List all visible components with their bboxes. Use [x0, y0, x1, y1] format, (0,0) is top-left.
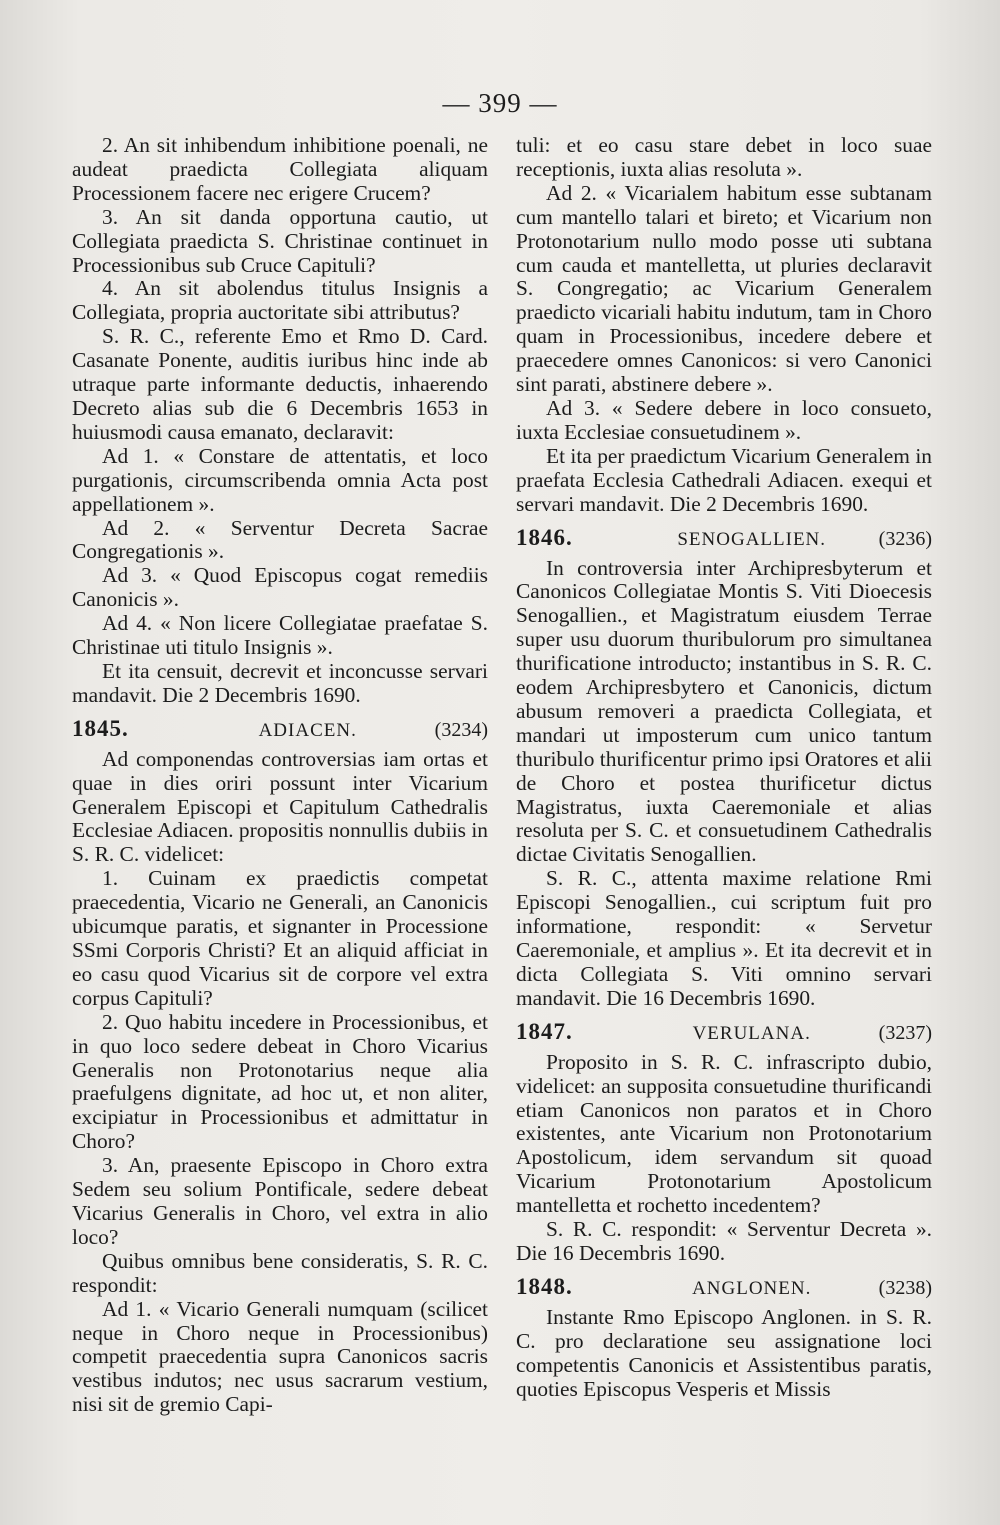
paragraph: tuli: et eo casu stare debet in loco suae receptionis, iuxta alias resoluta ».	[516, 133, 932, 181]
right-column	[516, 134, 932, 1402]
page-number: — 399 —	[442, 88, 558, 118]
entry-reference: (3234)	[434, 718, 488, 741]
paragraph: 3. An sit danda opportuna cautio, ut Collegiata praedicta S. Christinae continuet in Processionibus sub Cruce Capituli?	[72, 204, 488, 277]
paragraph: 1. Cuinam ex praedictis competat praecedentia, Vicario ne Generali, an Canonicis ubicumque paratis, et signanter in Processione SSmi Corporis Christi? Et an aliquid afficiat in eo casu quod Vicarius sit de corpore vel extra corpus Capituli?	[72, 866, 488, 1010]
paragraph: Ad 3. « Sedere debere in loco consueto, iuxta Ecclesiae consuetudinem ».	[516, 395, 932, 444]
paragraph: Ad 2. « Vicarialem habitum esse subtanam cum mantello talari et bireto; et Vicarium non Protonotarium nullo modo posse uti subtana cum cauda et mantelletta, ut pluries declaravit S. Congregatio; ac Vicarium Generalem praedicto vicariali habitu indutum, tam in Choro quam in Processionibus, incedere debere et praecedere omnes Canonicos: si vero Canonici sint parati, abstinere debere ».	[516, 180, 932, 397]
entry-heading	[516, 525, 932, 553]
paragraph: 3. An, praesente Episcopo in Choro extra Sedem seu solium Pontificale, sedere debeat Vicarius Generalis in Choro, vel extra in alio loco?	[72, 1153, 488, 1249]
entry-heading	[516, 1019, 932, 1047]
paragraph: Et ita censuit, decrevit et inconcusse servari mandavit. Die 2 Decembris 1690.	[72, 658, 488, 707]
paragraph: 4. An sit abolendus titulus Insignis a Collegiata, propria auctoritate sibi attributus?	[72, 276, 488, 325]
paragraph: Instante Rmo Episcopo Anglonen. in S. R. C. pro declaratione seu assignatione loci competentis Canonicis et Assistentibus paratis, quoties Episcopus Vesperis et Missis	[516, 1304, 932, 1401]
paragraph: S. R. C., attenta maxime relatione Rmi Episcopi Senogallien., cui scriptum fuit pro informatione, respondit: « Servetur Caeremoniale, et amplius ». Et ita decrevit et in dicta Collegiata S. Viti omnino servari mandavit. Die 16 Decembris 1690.	[516, 866, 932, 1010]
paragraph: 2. An sit inhibendum inhibitione poenali, ne audeat praedicta Collegiata aliquam Processionem facere nec erigere Crucem?	[72, 133, 488, 205]
paragraph: Et ita per praedictum Vicarium Generalem in praefata Ecclesia Cathedrali Adiacen. exequi et servari mandavit. Die 2 Decembris 1690.	[516, 443, 932, 516]
entry-place: ANGLONEN.	[692, 1277, 812, 1299]
paragraph: In controversia inter Archipresbyterum et Canonicos Collegiatae Montis S. Viti Dioecesis Senogallien., et Magistratum eiusdem Terrae super usu duorum thuribulorum pro simultanea thurificatione introducto; instantibus in S. R. C. eodem Archipresbytero et Canonicis, dictum abusum removeri a praedicta Collegiata, et mandari ut imposterum cum unico tantum thuribulo thurificentur primo ipsi Oratores et alii de Choro et postea thurificetur dictus Magistratus, iuxta Caeremoniale et alias resoluta per S. C. et consuetudinem Cathedralis dictae Civitatis Senogallien.	[516, 555, 932, 867]
paragraph: Proposito in S. R. C. infrascripto dubio, videlicet: an supposita consuetudine thurificandi etiam Canonicos non paratos et in Choro existentes, ante Vicarium non Protonotarium Apostolicum, idem servandum sit quoad Vicarium Protonotarium Apostolicum mantelletta et rochetto incedentem?	[516, 1049, 932, 1218]
paragraph: Ad 3. « Quod Episcopus cogat remediis Canonicis ».	[72, 563, 488, 612]
paragraph: S. R. C. respondit: « Serventur Decreta ». Die 16 Decembris 1690.	[516, 1217, 932, 1265]
entry-heading	[516, 1274, 932, 1302]
paragraph: Quibus omnibus bene consideratis, S. R. C. respondit:	[72, 1248, 488, 1297]
left-column	[72, 134, 488, 1417]
entry-number: 1846.	[516, 524, 573, 550]
entry-place: VERULANA.	[692, 1022, 811, 1044]
entry-heading	[72, 716, 488, 744]
paragraph: Ad 4. « Non licere Collegiatae praefatae S. Christinae uti titulo Insignis ».	[72, 611, 488, 660]
paragraph: Ad 1. « Constare de attentatis, et loco purgationis, circumscribenda omnia Acta post appellationem ».	[72, 443, 488, 516]
entry-number: 1848.	[516, 1273, 573, 1299]
paragraph: 2. Quo habitu incedere in Processionibus, et in quo loco sedere debeat in Choro Vicarius Generalis non Protonotarius neque alia praefulgens dignitate, ad hoc ut, et non aliter, excipiatur in Processionibus et admittatur in Choro?	[72, 1009, 488, 1154]
entry-place: SENOGALLIEN.	[677, 528, 827, 550]
entry-reference: (3237)	[878, 1021, 932, 1044]
entry-number: 1847.	[516, 1018, 573, 1044]
entry-number: 1845.	[72, 715, 129, 741]
entry-place: ADIACEN.	[258, 719, 357, 741]
paragraph: Ad componendas controversias iam ortas et quae in dies oriri possunt inter Vicarium Generalem Episcopi et Capitulum Cathedralis Ecclesiae Adiacen. propositis nonnullis dubiis in S. R. C. videlicet:	[72, 746, 488, 867]
paragraph: Ad 1. « Vicario Generali numquam (scilicet neque in Choro neque in Processionibus) competit praecedentia supra Canonicos sacris vestibus indutos; nec usus sacrarum vestium, nisi sit de gremio Capi-	[72, 1296, 488, 1417]
entry-reference: (3238)	[878, 1276, 932, 1299]
entry-reference: (3236)	[878, 527, 932, 550]
paragraph: S. R. C., referente Emo et Rmo D. Card. Casanate Ponente, auditis iuribus hinc inde ab utraque parte informante deductis, inhaerendo Decreto alias sub die 6 Decembris 1653 in huiusmodi causa emanato, declaravit:	[72, 324, 488, 444]
paragraph: Ad 2. « Serventur Decreta Sacrae Congregationis ».	[72, 515, 488, 564]
